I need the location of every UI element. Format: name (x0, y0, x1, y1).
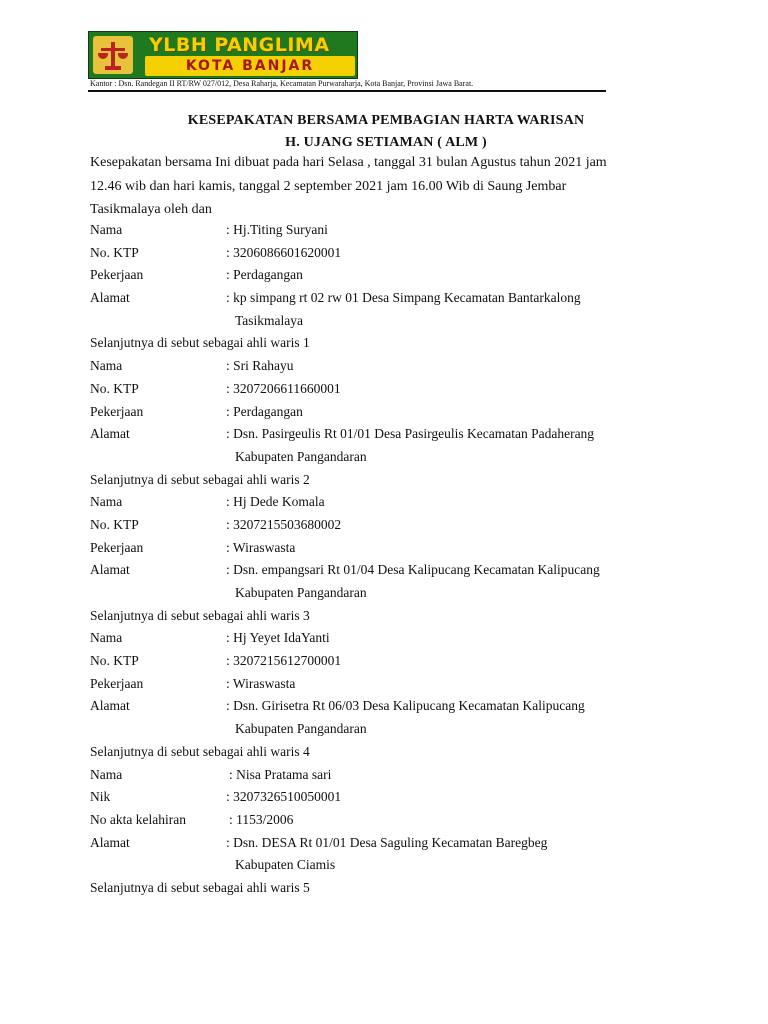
address-continuation-row (90, 310, 690, 333)
address-continuation-row (90, 854, 690, 877)
field-label: Nama (90, 766, 123, 782)
document-subtitle: H. UJANG SETIAMAN ( ALM ) (285, 135, 487, 150)
field-label: Nama (90, 630, 123, 646)
org-name: YLBH PANGLIMA (149, 34, 330, 56)
field-value: : Dsn. Girisetra Rt 06/03 Desa Kalipucang Kecamatan Kalipucang (226, 698, 585, 714)
field-row (90, 378, 690, 401)
field-row (90, 786, 690, 809)
designation-row (90, 469, 690, 492)
letterhead-divider (88, 90, 606, 92)
field-value: : Wiraswasta (226, 539, 296, 555)
field-value: : Dsn. DESA Rt 01/01 Desa Saguling Kecamatan Baregbeg (226, 834, 548, 850)
party-designation: Selanjutnya di sebut sebagai ahli waris 4 (90, 743, 310, 759)
document-heading (90, 110, 682, 154)
field-value: : 3207206611660001 (226, 380, 341, 396)
field-value: : Perdagangan (226, 267, 303, 283)
field-label: No akta kelahiran (90, 811, 186, 827)
field-label: Alamat (90, 834, 130, 850)
field-row (90, 627, 690, 650)
field-value: : Wiraswasta (226, 675, 296, 691)
address-continuation: Kabupaten Ciamis (235, 857, 336, 873)
field-value: : Dsn. Pasirgeulis Rt 01/01 Desa Pasirgeulis Kecamatan Padaherang (226, 426, 595, 442)
field-label: No. KTP (90, 380, 139, 396)
party-designation: Selanjutnya di sebut sebagai ahli waris 3 (90, 607, 310, 623)
field-label: Pekerjaan (90, 403, 144, 419)
designation-row (90, 605, 690, 628)
field-value: : Hj.Titing Suryani (226, 222, 328, 237)
field-row (90, 832, 690, 855)
intro-paragraph (90, 151, 680, 222)
field-label: Nama (90, 494, 123, 510)
field-label: Nama (90, 222, 123, 237)
field-row (90, 287, 690, 310)
address-continuation: Kabupaten Pangandaran (235, 721, 367, 737)
field-value: : Sri Rahayu (226, 358, 294, 374)
field-label: Alamat (90, 426, 130, 442)
field-row (90, 695, 690, 718)
office-address: Kantor : Dsn. Randegan II RT/RW 027/012, Desa Raharja, Kecamatan Purwaraharja, Kota Banjar, Provinsi Jawa Barat. (90, 79, 474, 88)
address-continuation-row (90, 582, 690, 605)
field-label: Pekerjaan (90, 675, 144, 691)
field-row (90, 559, 690, 582)
field-value: : Hj Dede Komala (226, 494, 325, 510)
party-designation: Selanjutnya di sebut sebagai ahli waris 2 (90, 471, 310, 487)
field-value: : 3206086601620001 (226, 244, 342, 260)
field-value: : Hj Yeyet IdaYanti (226, 630, 330, 646)
field-value: : kp simpang rt 02 rw 01 Desa Simpang Kecamatan Bantarkalong (226, 290, 581, 306)
field-value: : Dsn. empangsari Rt 01/04 Desa Kalipucang Kecamatan Kalipucang (226, 562, 600, 578)
intro-line: 12.46 wib dan hari kamis, tanggal 2 september 2021 jam 16.00 Wib di Saung Jembar (90, 178, 567, 194)
designation-row (90, 741, 690, 764)
org-logo (88, 31, 358, 79)
field-row (90, 537, 690, 560)
field-value: : Nisa Pratama sari (229, 766, 332, 782)
field-value: : 1153/2006 (229, 811, 294, 827)
field-row (90, 355, 690, 378)
field-row (90, 764, 690, 787)
address-continuation-row (90, 718, 690, 741)
field-label: Alamat (90, 562, 130, 578)
parties-list (90, 219, 690, 900)
designation-row (90, 332, 690, 355)
document-title: KESEPAKATAN BERSAMA PEMBAGIAN HARTA WARISAN (187, 113, 585, 128)
field-label: Alamat (90, 698, 130, 714)
party-designation: Selanjutnya di sebut sebagai ahli waris 1 (90, 335, 310, 351)
scales-of-justice-icon (93, 36, 133, 74)
intro-line: Kesepakatan bersama Ini dibuat pada hari Selasa , tanggal 31 bulan Agustus tahun 2021 jam (90, 155, 607, 170)
field-row (90, 242, 690, 265)
field-row (90, 219, 690, 242)
field-row (90, 673, 690, 696)
address-continuation: Tasikmalaya (235, 312, 304, 328)
field-label: Pekerjaan (90, 267, 144, 283)
org-city: KOTA BANJAR (145, 56, 355, 76)
field-label: Nik (90, 789, 111, 805)
field-row (90, 514, 690, 537)
field-row (90, 423, 690, 446)
address-continuation-row (90, 446, 690, 469)
field-row (90, 809, 690, 832)
field-label: No. KTP (90, 516, 139, 532)
field-label: Nama (90, 358, 123, 374)
field-row (90, 491, 690, 514)
field-label: Pekerjaan (90, 539, 144, 555)
party-designation: Selanjutnya di sebut sebagai ahli waris 5 (90, 879, 310, 895)
field-row (90, 650, 690, 673)
field-row (90, 401, 690, 424)
field-row (90, 264, 690, 287)
field-label: Alamat (90, 290, 130, 306)
intro-line: Tasikmalaya oleh dan (90, 202, 212, 217)
designation-row (90, 877, 690, 900)
field-value: : 3207215612700001 (226, 653, 342, 669)
field-label: No. KTP (90, 653, 139, 669)
field-value: : Perdagangan (226, 403, 303, 419)
address-continuation: Kabupaten Pangandaran (235, 448, 367, 464)
field-value: : 3207215503680002 (226, 516, 342, 532)
field-label: No. KTP (90, 244, 139, 260)
address-continuation: Kabupaten Pangandaran (235, 585, 367, 600)
field-value: : 3207326510050001 (226, 789, 342, 805)
